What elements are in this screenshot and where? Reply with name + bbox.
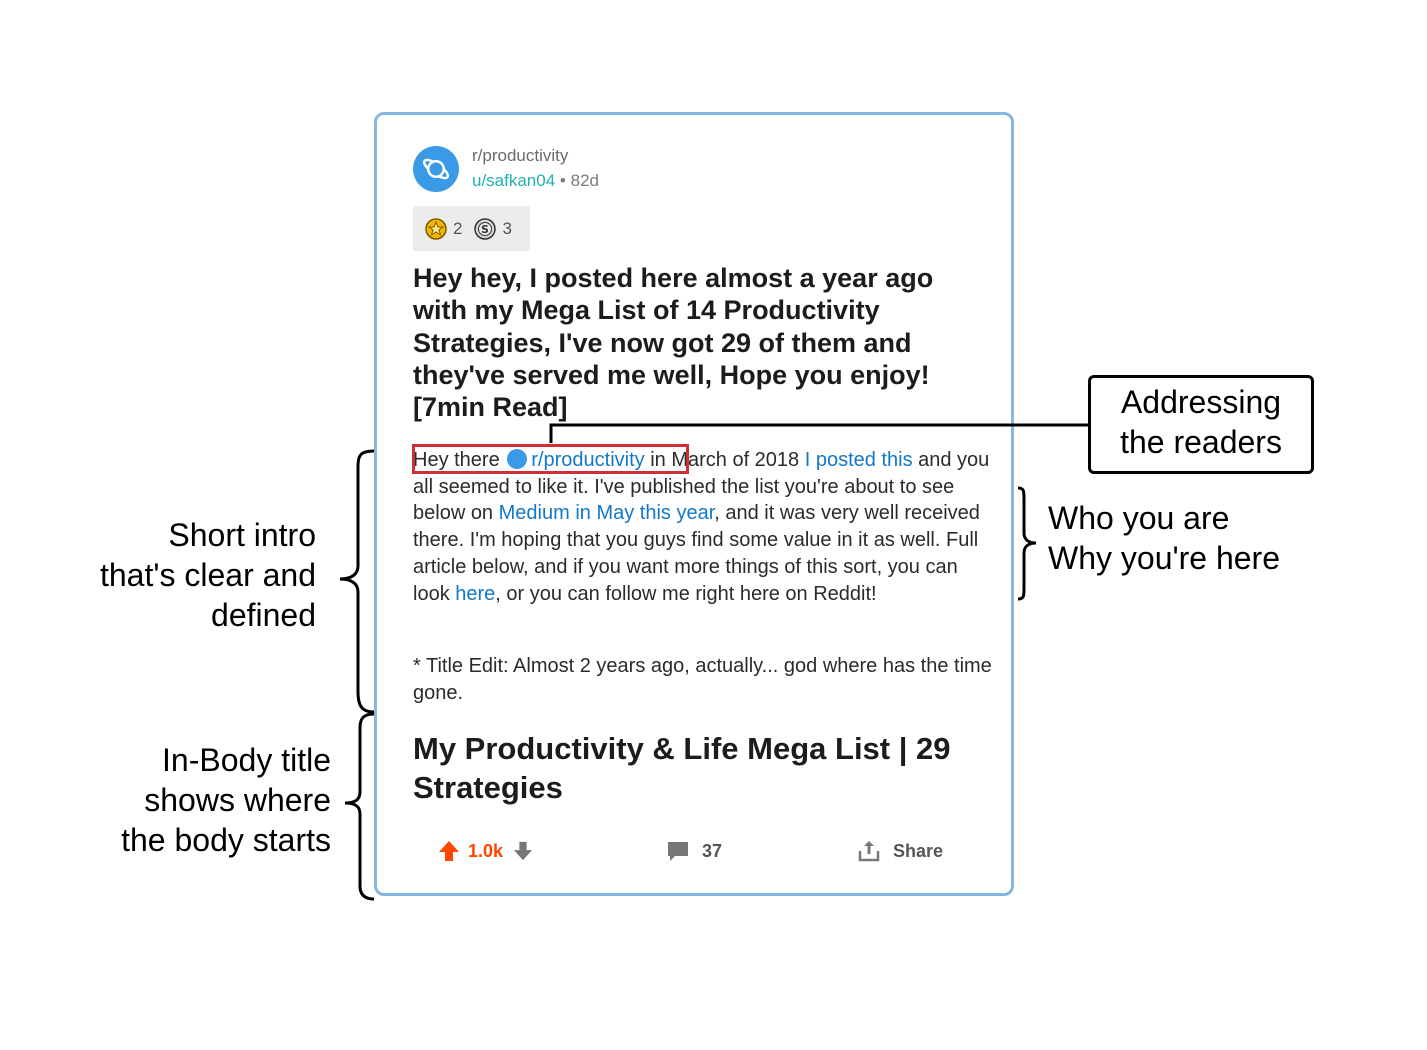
share-label: Share (893, 840, 944, 861)
title-edit-note: * Title Edit: Almost 2 years ago, actually... god where has the time gone. (413, 655, 992, 704)
here-link[interactable]: here (455, 582, 496, 605)
in-body-line-1: In-Body title (162, 742, 331, 778)
in-body-title: My Productivity & Life Mega List | 29 Strategies (413, 731, 951, 805)
brace-who (1018, 488, 1036, 599)
body-seg3: , and it was very well received there. I'm hoping that you guys find some value in it as well. Full article below, and if you want more things of this sort, you can look (413, 502, 980, 605)
intro-line-1: Short intro (168, 517, 316, 553)
who-line-1: Who you are (1048, 500, 1230, 536)
award-gold-count: 2 (453, 218, 463, 238)
body-seg2: and you all seemed to like it. I've published the list you're about to see below on (413, 449, 990, 525)
intro-annotation (60, 515, 316, 635)
addressing-annotation (1088, 375, 1314, 474)
medium-link[interactable]: Medium in May this year (498, 502, 715, 525)
comment-count: 37 (702, 840, 723, 861)
intro-line-3: defined (211, 597, 316, 633)
in-body-annotation (60, 740, 331, 860)
brace-in-body (345, 714, 374, 899)
addressing-line-1: Addressing (1120, 384, 1282, 420)
body-seg1: in March of 2018 (644, 449, 805, 471)
svg-text:S: S (481, 222, 490, 236)
addressing-connector (551, 425, 1088, 443)
meta-separator: • (559, 171, 571, 190)
author-link[interactable]: u/safkan04 (472, 171, 556, 190)
who-line-2: Why you're here (1048, 540, 1280, 576)
subreddit-name[interactable]: r/productivity (472, 146, 569, 165)
body-seg4: , or you can follow me right here on Reddit! (495, 582, 877, 605)
post-title[interactable]: Hey hey, I posted here almost a year ago with my Mega List of 14 Productivity Strategies, I've now got 29 of them and they've served me well, Hope you enjoy! [7min Read] (413, 263, 934, 423)
in-body-line-2: shows where (144, 782, 331, 818)
intro-line-2: that's clear and (99, 557, 316, 593)
brace-intro (340, 451, 374, 712)
in-body-line-3: the body starts (121, 822, 331, 858)
vote-count: 1.0k (468, 840, 504, 861)
who-annotation (1048, 498, 1280, 578)
addressing-line-2: the readers (1120, 424, 1282, 460)
post-age: 82d (570, 171, 599, 190)
posted-this-link[interactable]: I posted this (804, 449, 913, 471)
award-silver-count: 3 (502, 218, 512, 238)
subreddit-inline-link[interactable]: r/productivity (531, 449, 645, 471)
body-greeting: Hey there (413, 449, 506, 471)
